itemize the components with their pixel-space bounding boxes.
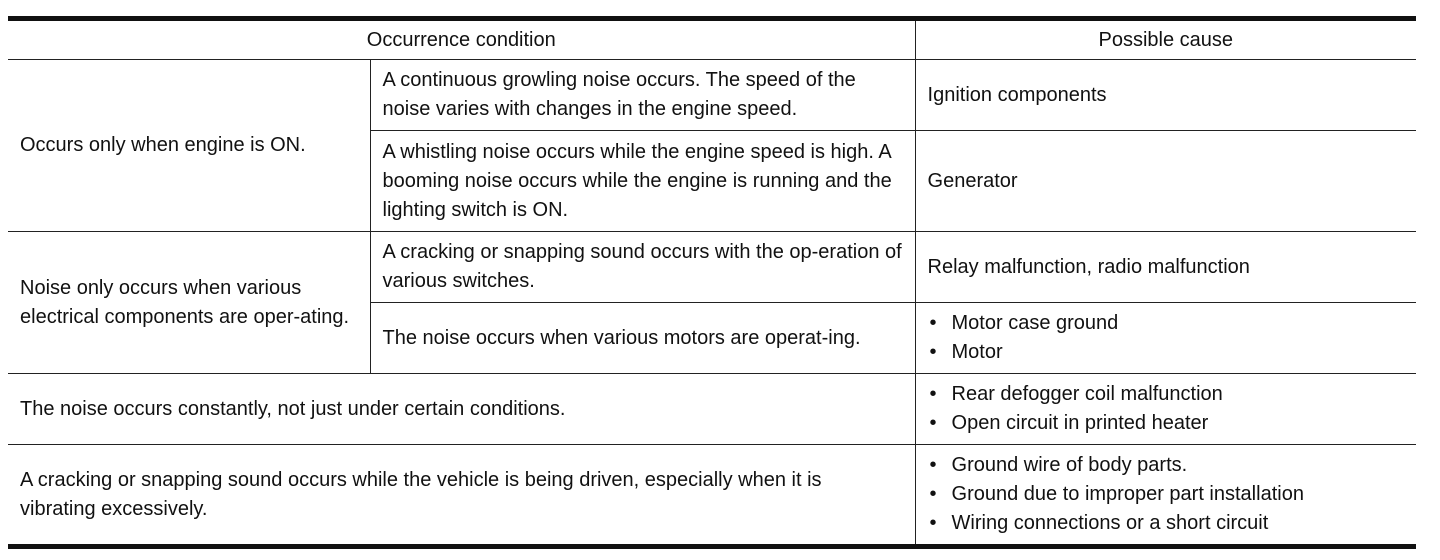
condition-detail: A whistling noise occurs while the engine speed is high. A booming noise occurs while the engine is running and the lighting switch is ON.: [370, 131, 915, 232]
possible-cause-list: [915, 374, 1416, 445]
bullet-icon: •: [929, 412, 937, 434]
possible-cause: Relay malfunction, radio malfunction: [915, 232, 1416, 303]
cause-text: Ground due to improper part installation: [951, 483, 1304, 505]
condition-detail: A cracking or snapping sound occurs with the op-eration of various switches.: [370, 232, 915, 303]
noise-diagnosis-table: [8, 16, 1416, 549]
noise-diagnosis-table-wrapper: [8, 16, 1416, 549]
group-engine-on: Occurs only when engine is ON.: [8, 60, 370, 232]
cause-list-item: [928, 380, 1405, 409]
cause-text: Motor: [951, 341, 1003, 363]
possible-cause: Ignition components: [915, 60, 1416, 131]
condition-detail: The noise occurs when various motors are operat-ing.: [370, 303, 915, 374]
table-row: [8, 374, 1416, 445]
condition-detail: A continuous growling noise occurs. The speed of the noise varies with changes in the engine speed.: [370, 60, 915, 131]
condition-full: The noise occurs constantly, not just under certain conditions.: [8, 374, 915, 445]
possible-cause-list: [915, 445, 1416, 547]
cause-list-item: [928, 451, 1405, 480]
header-occurrence-condition: Occurrence condition: [8, 19, 915, 60]
bullet-icon: •: [929, 312, 937, 334]
possible-cause-list: [915, 303, 1416, 374]
bullet-icon: •: [929, 383, 937, 405]
bullet-icon: •: [929, 483, 937, 505]
cause-text: Wiring connections or a short circuit: [951, 512, 1269, 534]
cause-list-item: [928, 409, 1405, 438]
table-row: [8, 445, 1416, 547]
bullet-icon: •: [929, 454, 937, 476]
cause-list-item: [928, 309, 1405, 338]
table-row: [8, 232, 1416, 303]
header-possible-cause: Possible cause: [915, 19, 1416, 60]
possible-cause: Generator: [915, 131, 1416, 232]
cause-text: Open circuit in printed heater: [951, 412, 1209, 434]
table-header-row: [8, 19, 1416, 60]
condition-full: A cracking or snapping sound occurs while the vehicle is being driven, especially when it is vibrating excessively.: [8, 445, 915, 547]
bullet-icon: •: [929, 341, 937, 363]
bullet-icon: •: [929, 512, 937, 534]
cause-list-item: [928, 509, 1405, 538]
cause-text: Motor case ground: [951, 312, 1119, 334]
group-electrical-components: Noise only occurs when various electrical components are oper-ating.: [8, 232, 370, 374]
table-row: [8, 60, 1416, 131]
cause-list-item: [928, 338, 1405, 367]
cause-text: Rear defogger coil malfunction: [951, 383, 1223, 405]
cause-text: Ground wire of body parts.: [951, 454, 1188, 476]
cause-list-item: [928, 480, 1405, 509]
